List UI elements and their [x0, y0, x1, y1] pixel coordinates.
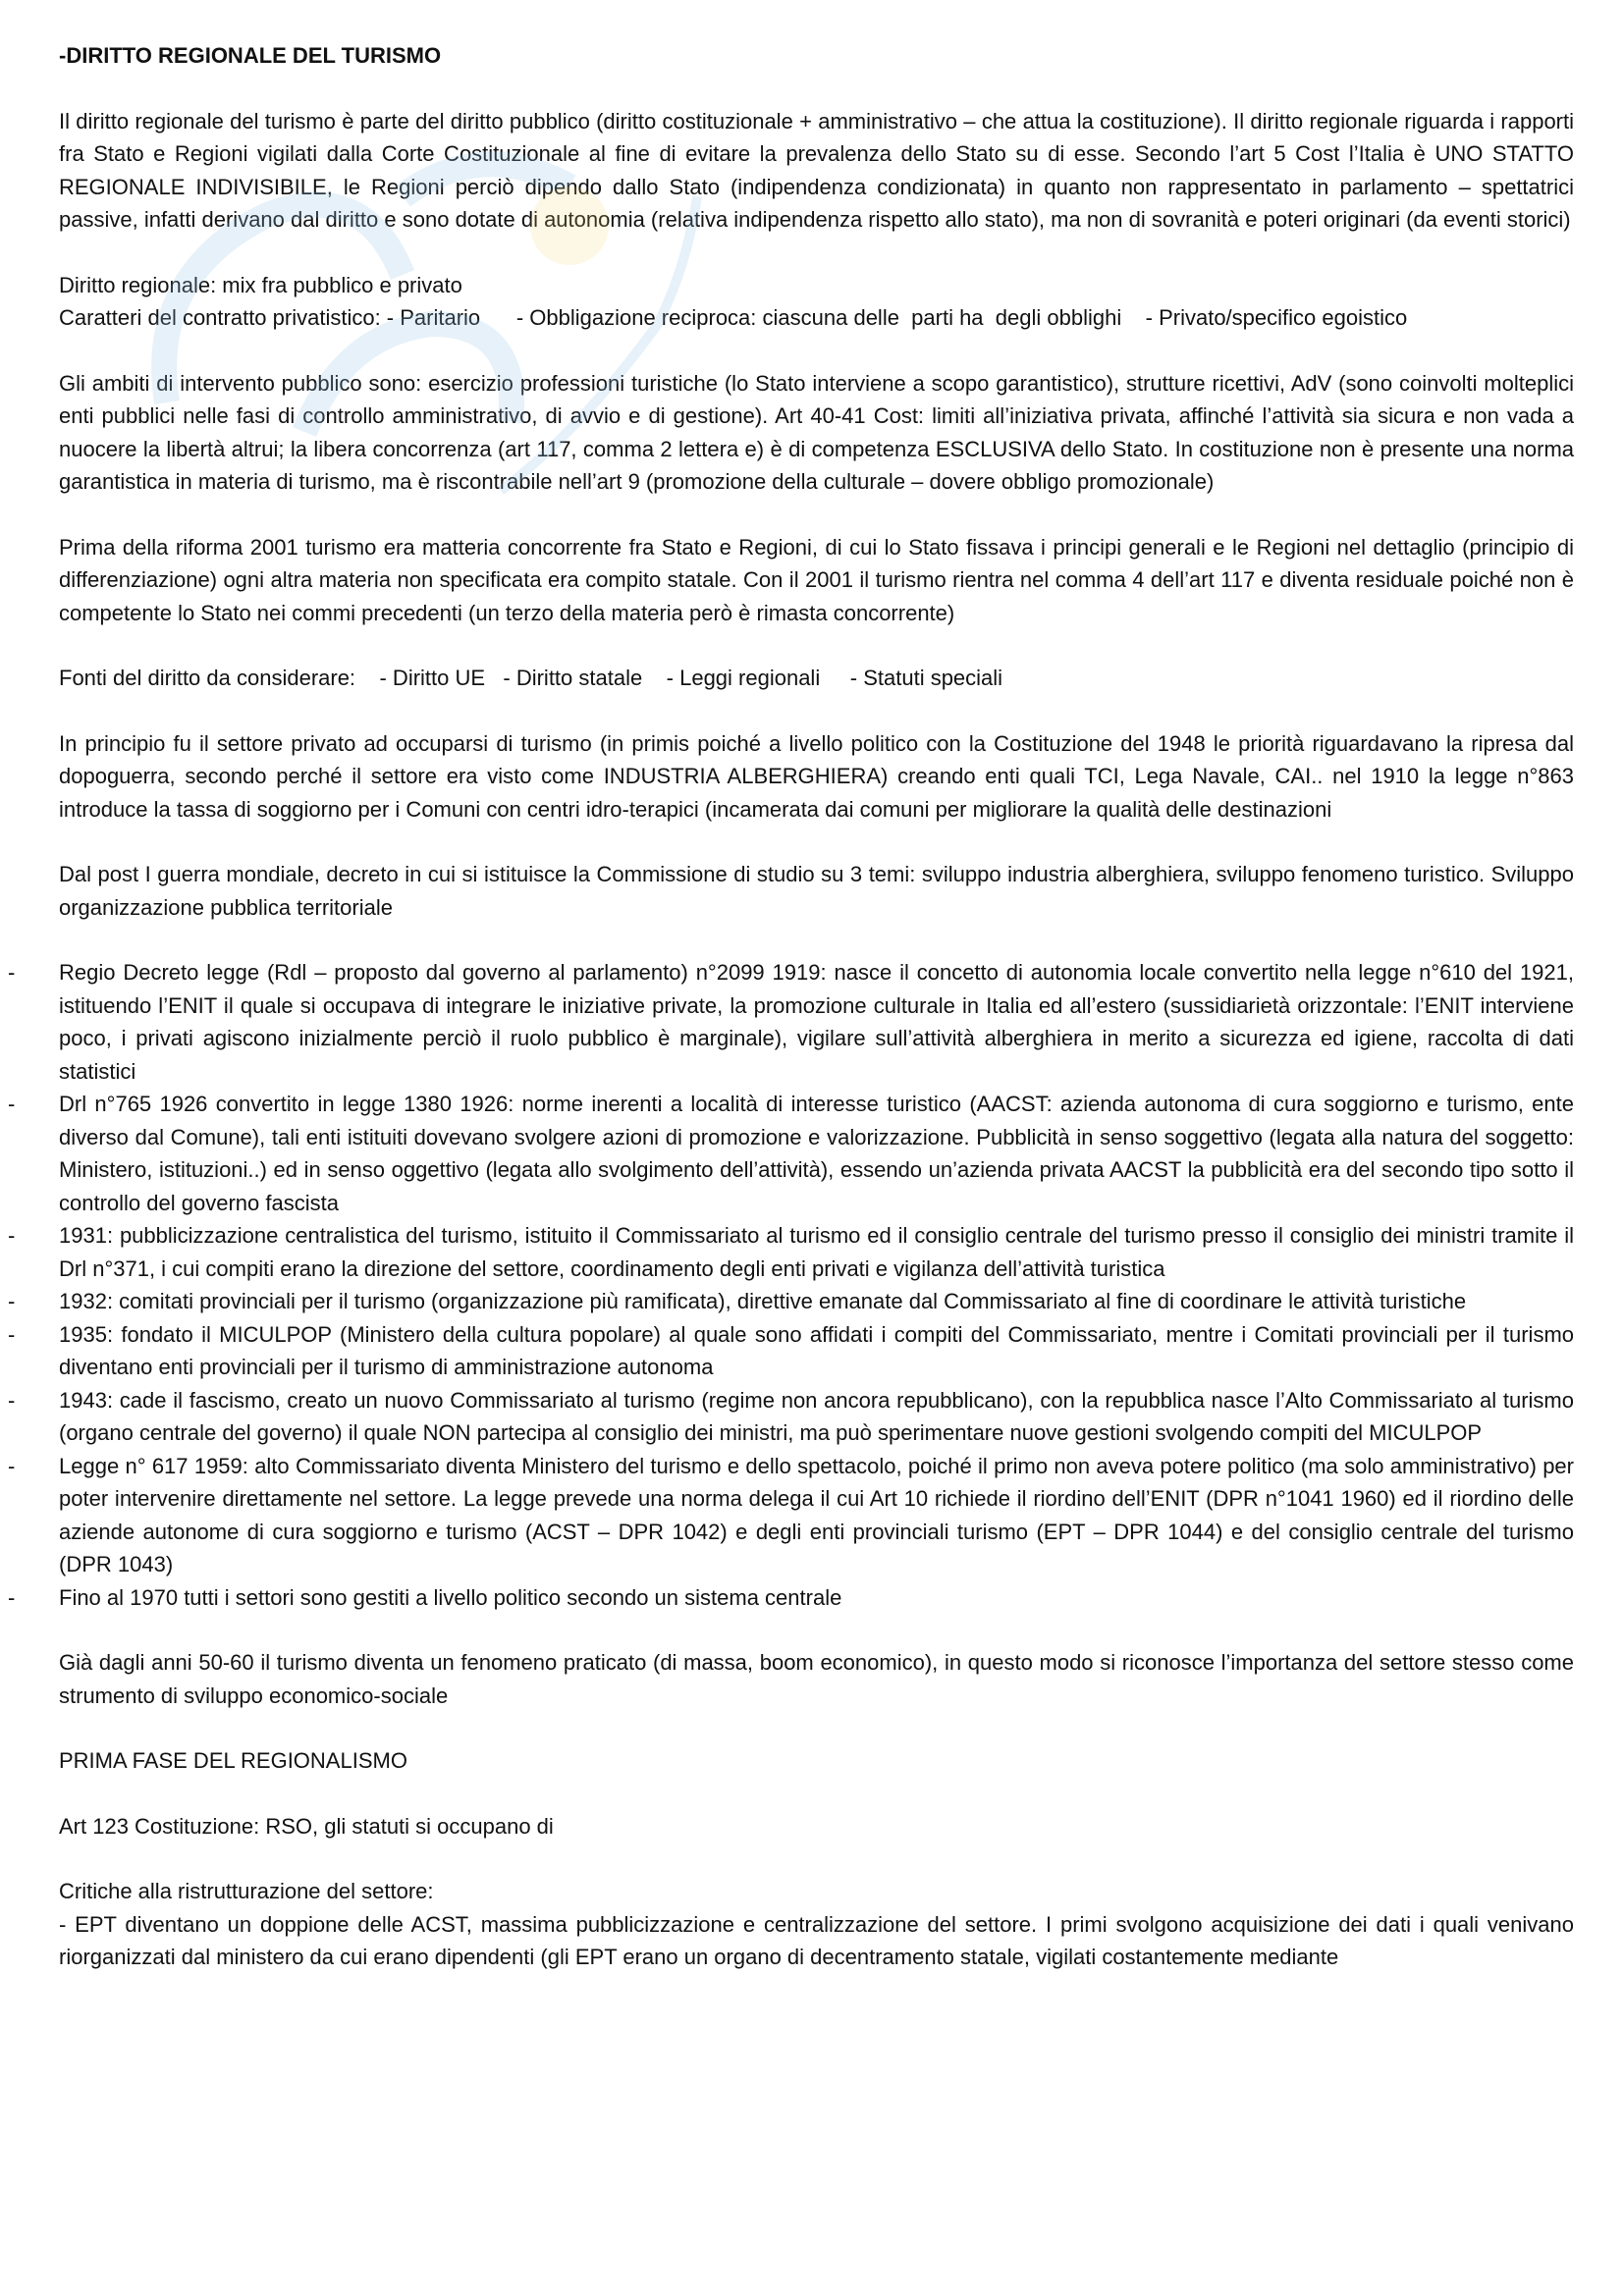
- paragraph-riforma: Prima della riforma 2001 turismo era matteria concorrente fra Stato e Regioni, di cui lo Stato fissava i principi generali e le Regioni nel dettaglio (principio di differenziazione) ogni altra materia non specificata era compito statale. Con il 2001 il turismo rientra nel comma 4 dell’art 117 e diventa residuale poiché non è competente lo Stato nei commi precedenti (un terzo della materia però è rimasta concorrente): [59, 534, 1574, 625]
- bullet-dash: -: [8, 960, 16, 985]
- list-item-text: Drl n°765 1926 convertito in legge 1380 1926: norme inerenti a località di interesse turistico (AACST: azienda autonoma di cura soggiorno e turismo, ente diverso dal Comune), tali enti istituiti dovevano svolgere azioni di promozione e valorizzazione. Pubblicità in senso soggettivo (legata alla natura del soggetto: Ministero, istituzioni..) ed in senso oggettivo (legata allo svolgimento dell’attività), essendo un’azienda privata AACST la pubblicità era del secondo tipo sotto il controllo del governo fascista: [59, 1092, 1574, 1215]
- bullet-dash: -: [8, 1092, 16, 1116]
- paragraph-principio: In principio fu il settore privato ad occuparsi di turismo (in primis poiché a livello politico con la Costituzione del 1948 le priorità riguardavano la ripresa dal dopoguerra, secondo perché il settore era visto come INDUSTRIA ALBERGHIERA) creando enti quali TCI, Lega Navale, CAI.. nel 1910 la legge n°863 introduce la tassa di soggiorno per i Comuni con centri idro-terapici (incamerata dai comuni per migliorare la qualità delle destinazioni: [59, 730, 1574, 822]
- list-item-text: 1935: fondato il MICULPOP (Ministero della cultura popolare) al quale sono affidati i compiti del Commissariato, mentre i Comitati provinciali per il turismo diventano enti provinciali per il turismo di amministrazione autonoma: [59, 1321, 1574, 1379]
- bullet-dash: -: [8, 1223, 16, 1248]
- list-item-text: Regio Decreto legge (Rdl – proposto dal governo al parlamento) n°2099 1919: nasce il concetto di autonomia locale convertito nella legge n°610 del 1921, istituendo l’ENIT il quale si occupava di integrare le iniziative private, la promozione culturale in Italia ed all’estero (sussidiarietà orizzontale: l’ENIT interviene poco, i privati agiscono inizialmente perciò il ruolo pubblico è marginale), vigilare sull’attività alberghiera in merito a sicurezza ed igiene, raccolta di dati statistici: [59, 960, 1574, 1084]
- list-item: [8, 1285, 1574, 1318]
- list-item: [8, 1219, 1574, 1285]
- critiche-body: - EPT diventano un doppione delle ACST, massima pubblicizzazione e centralizzazione del settore. I primi svolgono acquisizione dei dati i quali venivano riorganizzati dal ministero da cui erano dipendenti (gli EPT erano un organo di decentramento statale, vigilati costantemente mediante: [59, 1911, 1574, 1969]
- events-list: [8, 956, 1574, 1614]
- paragraph-critiche: [59, 1875, 1574, 1974]
- mix-line-2: Caratteri del contratto privatistico: - Paritario - Obbligazione reciproca: ciascuna delle parti ha degli obblighi - Privato/specifico egoistico: [59, 305, 1408, 330]
- list-item: [8, 956, 1574, 1088]
- list-item-text: 1943: cade il fascismo, creato un nuovo Commissariato al turismo (regime non ancora repubblicano), con la repubblica nasce l’Alto Commissariato al turismo (organo centrale del governo) il quale NON partecipa al consiglio dei ministri, ma può sperimentare nuove gestioni svolgendo compiti del MICULPOP: [59, 1387, 1574, 1445]
- paragraph-art123: Art 123 Costituzione: RSO, gli statuti si occupano di: [59, 1813, 554, 1839]
- list-item: [8, 1384, 1574, 1450]
- paragraph-fonti: Fonti del diritto da considerare: - Diritto UE - Diritto statale - Leggi regionali - Statuti speciali: [59, 666, 1003, 690]
- bullet-dash: -: [8, 1453, 16, 1478]
- bullet-dash: -: [8, 1321, 16, 1347]
- list-item-text: Fino al 1970 tutti i settori sono gestiti a livello politico secondo un sistema centrale: [59, 1584, 842, 1610]
- paragraph-ambiti: Gli ambiti di intervento pubblico sono: esercizio professioni turistiche (lo Stato interviene a scopo garantistico), strutture ricettivi, AdV (sono coinvolti molteplici enti pubblici nelle fasi di controllo amministrativo, di avvio e di gestione). Art 40-41 Cost: limiti all’iniziativa privata, affinché l’attività sia sicura e non vada a nuocere la libertà altrui; la libera concorrenza (art 117, comma 2 lettera e) è di competenza ESCLUSIVA dello Stato. In costituzione non è presente una norma garantistica in materia di turismo, ma è riscontrabile nell’art 9 (promozione della culturale – dovere obbligo promozionale): [59, 370, 1574, 494]
- bullet-dash: -: [8, 1387, 16, 1413]
- paragraph-dopoguerra: Dal post I guerra mondiale, decreto in cui si istituisce la Commissione di studio su 3 temi: sviluppo industria alberghiera, sviluppo fenomeno turistico. Sviluppo organizzazione pubblica territoriale: [59, 862, 1574, 920]
- list-item-text: Legge n° 617 1959: alto Commissariato diventa Ministero del turismo e dello spettacolo, poiché il primo non aveva potere politico (ma solo amministrativo) per poter intervenire direttamente nel settore. La legge prevede una norma delega il cui Art 10 richiede il riordino dell’ENIT (DPR n°1041 1960) ed il riordino delle aziende autonome di cura soggiorno e turismo (ACST – DPR 1042) e degli enti provinciali turismo (EPT – DPR 1044) e del consiglio centrale del turismo (DPR 1043): [59, 1453, 1574, 1576]
- document-title: -DIRITTO REGIONALE DEL TURISMO: [59, 43, 442, 68]
- list-item: [8, 1318, 1574, 1384]
- bullet-dash: -: [8, 1584, 16, 1610]
- section-heading-prima-fase: PRIMA FASE DEL REGIONALISMO: [59, 1748, 407, 1773]
- list-item-text: 1931: pubblicizzazione centralistica del turismo, istituito il Commissariato al turismo ed il consiglio centrale del turismo presso il consiglio dei ministri tramite il Drl n°371, i cui compiti erano la direzione del settore, coordinamento degli enti privati e vigilanza dell’attività turistica: [59, 1223, 1574, 1281]
- paragraph-anni50: Già dagli anni 50-60 il turismo diventa un fenomeno praticato (di massa, boom economico), in questo modo si riconosce l’importanza del settore stesso come strumento di sviluppo economico-sociale: [59, 1650, 1574, 1708]
- bullet-dash: -: [8, 1289, 16, 1313]
- mix-line-1: Diritto regionale: mix fra pubblico e privato: [59, 272, 462, 297]
- paragraph-mix: [59, 269, 1574, 335]
- list-item-text: 1932: comitati provinciali per il turismo (organizzazione più ramificata), direttive emanate dal Commissariato al fine di coordinare le attività turistiche: [59, 1289, 1467, 1313]
- list-item: [8, 1450, 1574, 1581]
- list-item: [8, 1581, 1574, 1615]
- critiche-title: Critiche alla ristrutturazione del settore:: [59, 1879, 434, 1903]
- list-item: [8, 1088, 1574, 1219]
- paragraph-intro: Il diritto regionale del turismo è parte del diritto pubblico (diritto costituzionale + amministrativo – che attua la costituzione). Il diritto regionale riguarda i rapporti fra Stato e Regioni vigilati dalla Corte Costituzionale al fine di evitare la prevalenza dello Stato su di esse. Secondo l’art 5 Cost l’Italia è UNO STATTO REGIONALE INDIVISIBILE, le Regioni perciò dipendo dallo Stato (indipendenza condizionata) in quanto non rappresentato in parlamento – spettatrici passive, infatti derivano dal diritto e sono dotate di autonomia (relativa indipendenza rispetto allo stato), ma non di sovranità e poteri originari (da eventi storici): [59, 108, 1574, 232]
